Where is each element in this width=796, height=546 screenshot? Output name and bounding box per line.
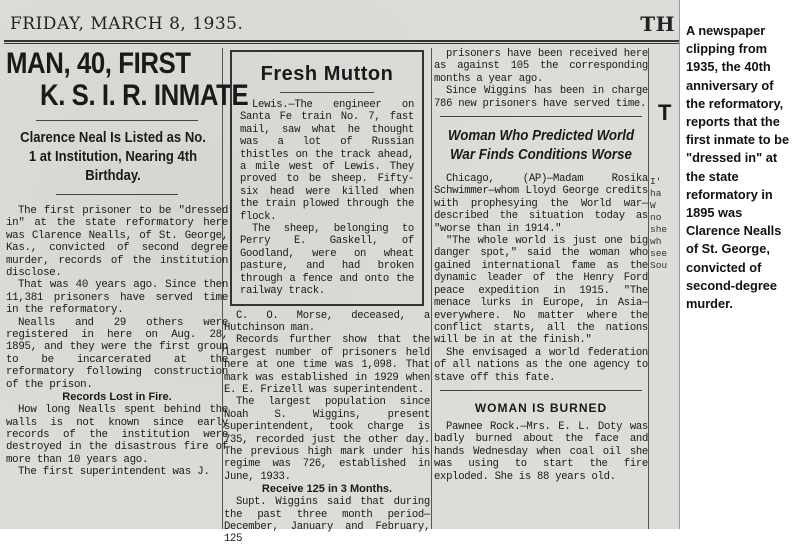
box-paragraph: Lewis.—The engineer on Santa Fe train No. 7, fast mail, saw what he thought was a lot of Russian thistles on the track ahead, a mile west of Lewis. They proved to be sheep. Fifty-six head were killed when the train plowed through the flock. (240, 99, 414, 223)
article-paragraph: C. O. Morse, deceased, a Hutchinson man. (224, 309, 430, 334)
headline-line-1: MAN, 40, FIRST (6, 47, 191, 80)
edge-fragment: wh (650, 236, 662, 247)
article-paragraph: That was 40 years ago. Since then 11,381 prisoners have served time in the reformatory. (6, 279, 228, 317)
masthead-date: FRIDAY, MARCH 8, 1935. (10, 14, 244, 34)
edge-fragment: W (650, 200, 656, 211)
column-three (434, 48, 648, 529)
box-title: Fresh Mutton (260, 63, 394, 85)
column-two (224, 48, 430, 546)
masthead-edge-letters: TH (640, 12, 675, 36)
article-paragraph: Nealls and 29 others were registered in here on Aug. 28, 1895, and they were the first group to be incarcerated at the reformatory following construction of the prison. (6, 316, 228, 391)
edge-fragment: see (650, 248, 668, 259)
deck-rule (56, 194, 178, 195)
article-paragraph: "The whole world is just one big danger spot," said the woman who gained international fame as the dynamic leader of the Henry Ford peace expedition in 1915. "The menace lurks in Europe, in Asia—everywhere. No matter where the conflict starts, all the nations will be in at the finish." (434, 235, 648, 347)
edge-fragment: she (650, 224, 668, 235)
article-paragraph: She envisaged a world federation of all nations as the one agency to stave off this fate. (434, 346, 648, 384)
box-paragraph: The sheep, belonging to Perry E. Gaskell, of Goodland, were on wheat pasture, and had broken through a fence and onto the railway track. (240, 223, 414, 298)
article-paragraph: prisoners have been received here as against 105 the corresponding months a year ago. (434, 48, 648, 85)
world-war-headline: Woman Who Predicted World War Finds Conditions Worse (447, 128, 635, 164)
article-divider (440, 390, 642, 391)
article-paragraph: Chicago, (AP)—Madam Rosika Schwimmer—whom Lloyd George credits with prophesying the World war—described the situation today as "worse than in 1914." (434, 173, 648, 235)
woman-burned-headline: WOMAN IS BURNED (474, 400, 608, 415)
headline-line-2: K. S. I. R. INMATE (40, 79, 249, 112)
article-divider (440, 116, 642, 117)
photo-caption: A newspaper clipping from 1935, the 40th anniversary of the reformatory, reports that the first inmate to be "dressed in" at the state reformatory in 1895 was Clarence Nealls of St. George, convicted of second-degree murder. (686, 23, 790, 312)
column-divider (431, 48, 432, 529)
box-rule (280, 92, 374, 93)
article-deck: Clarence Neal Is Listed as No. 1 at Institution, Nearing 4th Birthday. (20, 130, 206, 184)
fresh-mutton-box (230, 50, 424, 306)
article-paragraph: The first prisoner to be "dressed in" at the state reformatory here was Clarence Nealls, of St. George, Kas., convicted of second degree murder, records of the institution disclose. (6, 205, 228, 280)
headline-rule (36, 120, 198, 121)
masthead-rule-thin (4, 43, 679, 44)
article-paragraph: Supt. Wiggins said that during the past three month period—December, January and February, 125 (224, 496, 430, 546)
edge-fragment: Sou (650, 260, 668, 271)
article-paragraph: The first superintendent was J. (18, 466, 210, 479)
article-paragraph: How long Nealls spent behind the walls is not known since early records of the institution were destroyed in the disastrous fire of more than 10 years ago. (6, 404, 228, 466)
article-paragraph: Since Wiggins has been in charge 786 new prisoners have served time. (434, 85, 648, 110)
edge-fragment: ha (650, 188, 662, 199)
masthead-rule (4, 40, 679, 42)
column-four-fragment (650, 48, 680, 529)
article-subhead: Records Lost in Fire. (62, 391, 172, 404)
edge-fragment: I' (650, 176, 662, 187)
article-paragraph: The largest population since Noah S. Wiggins, present superintendent, took charge is 735, recorded just the other day. The previous high mark under his regime was 726, established in June, 1933. (224, 396, 430, 483)
article-paragraph: Pawnee Rock.—Mrs. E. L. Doty was badly burned about the face and hands Wednesday when coal oil she was using to start the fire exploded. She is 88 years old. (434, 420, 648, 483)
article-first-inmate (6, 47, 249, 529)
edge-fragment: no (650, 212, 662, 223)
article-subhead: Receive 125 in 3 Months. (261, 483, 393, 496)
edge-letter: T (658, 100, 672, 125)
article-paragraph: Records further show that the largest number of prisoners held here at one time was 1,098. That mark was established in 1929 when E. E. Frizell was superintendent. (224, 334, 430, 396)
column-divider (648, 48, 649, 529)
